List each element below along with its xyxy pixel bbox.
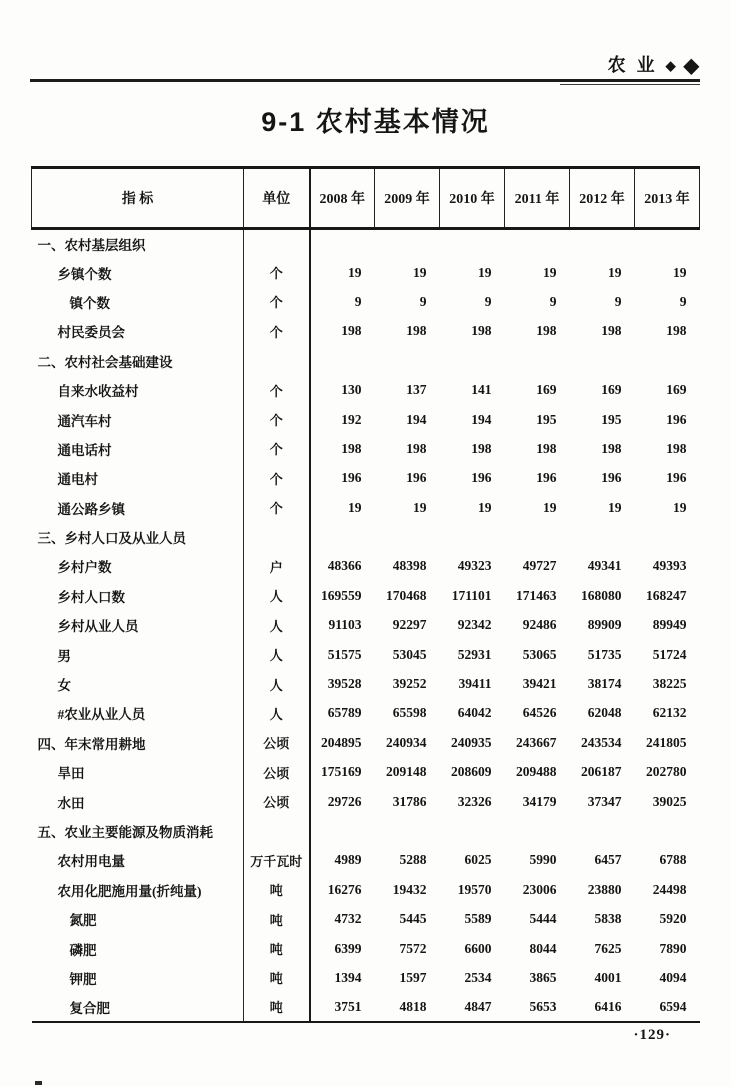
row-value: 34179 <box>522 793 557 809</box>
table-row <box>32 816 700 845</box>
row-value: 29726 <box>327 793 362 809</box>
table-row <box>32 846 700 875</box>
row-value: 241805 <box>646 734 687 750</box>
row-value: 49393 <box>652 558 687 574</box>
row-unit: 万千瓦时 <box>244 846 310 875</box>
row-value: 23880 <box>587 881 622 897</box>
row-unit: 个 <box>244 375 310 404</box>
row-value: 1597 <box>399 969 427 985</box>
diamond-icon: ◆ <box>683 55 699 77</box>
row-unit: 人 <box>244 640 310 669</box>
scan-artifact <box>35 1081 42 1085</box>
row-unit: 吨 <box>244 993 310 1022</box>
row-value: 198 <box>536 323 557 339</box>
row-value: 19 <box>348 499 362 515</box>
row-value: 196 <box>536 470 557 486</box>
row-label: 通电村 <box>32 464 244 493</box>
row-value: 4818 <box>399 998 427 1014</box>
header-rule-shadow <box>560 84 700 85</box>
row-value <box>570 229 635 258</box>
column-header-unit: 单位 <box>244 168 310 229</box>
row-label: 乡村从业人员 <box>32 611 244 640</box>
row-value: 9 <box>614 293 622 309</box>
row-value: 92297 <box>392 617 427 633</box>
row-value: 198 <box>666 323 687 339</box>
row-value <box>635 229 700 258</box>
table-row <box>32 611 700 640</box>
row-unit: 户 <box>244 552 310 581</box>
row-value: 204895 <box>321 734 362 750</box>
row-value: 65598 <box>392 705 427 721</box>
row-value: 170468 <box>386 587 427 603</box>
row-value: 39411 <box>458 676 492 692</box>
row-value: 19 <box>543 499 557 515</box>
row-unit: 个 <box>244 405 310 434</box>
row-value: 169 <box>601 382 622 398</box>
row-value: 192 <box>341 411 362 427</box>
row-value <box>440 522 505 551</box>
row-value: 62132 <box>652 705 687 721</box>
row-value <box>375 346 440 375</box>
row-value: 5589 <box>464 911 492 927</box>
row-value: 168247 <box>646 587 687 603</box>
row-value: 51575 <box>327 646 362 662</box>
table-row <box>32 346 700 375</box>
row-label: 村民委员会 <box>32 317 244 346</box>
row-value: 48398 <box>392 558 427 574</box>
table-row <box>32 493 700 522</box>
row-label: 镇个数 <box>32 287 244 316</box>
row-label: 乡镇个数 <box>32 258 244 287</box>
row-unit: 个 <box>244 317 310 346</box>
row-value: 6416 <box>594 998 622 1014</box>
row-value <box>505 346 570 375</box>
column-header-2010: 2010 年 <box>440 168 505 229</box>
table-row <box>32 405 700 434</box>
row-unit: 个 <box>244 493 310 522</box>
row-value: 6788 <box>659 852 687 868</box>
row-unit: 个 <box>244 287 310 316</box>
row-value: 6600 <box>464 940 492 956</box>
row-value: 169 <box>536 382 557 398</box>
row-value: 16276 <box>327 881 362 897</box>
table-row <box>32 522 700 551</box>
row-value: 64042 <box>457 705 492 721</box>
row-label: 二、农村社会基础建设 <box>32 346 244 375</box>
row-value <box>635 816 700 845</box>
row-value: 5990 <box>529 852 557 868</box>
row-unit: 公顷 <box>244 728 310 757</box>
row-unit <box>244 229 310 258</box>
table-row <box>32 699 700 728</box>
row-value: 9 <box>419 293 427 309</box>
row-value: 196 <box>666 470 687 486</box>
row-value: 198 <box>471 323 492 339</box>
row-value: 4732 <box>334 911 362 927</box>
row-value: 6594 <box>659 998 687 1014</box>
row-value: 6025 <box>464 852 492 868</box>
row-label: 农村用电量 <box>32 846 244 875</box>
table-row <box>32 287 700 316</box>
row-value <box>310 522 375 551</box>
row-value: 64526 <box>522 705 557 721</box>
row-value <box>570 816 635 845</box>
row-value: 198 <box>341 440 362 456</box>
row-value: 4847 <box>464 998 492 1014</box>
row-value: 195 <box>601 411 622 427</box>
row-value: 240935 <box>451 734 492 750</box>
row-value: 208609 <box>451 764 492 780</box>
table-row <box>32 581 700 610</box>
table-row <box>32 258 700 287</box>
row-value <box>505 522 570 551</box>
row-value: 5445 <box>399 911 427 927</box>
row-value: 5653 <box>529 998 557 1014</box>
row-unit: 公顷 <box>244 758 310 787</box>
table-row <box>32 787 700 816</box>
table-row <box>32 229 700 258</box>
row-value: 48366 <box>327 558 362 574</box>
row-value: 1394 <box>334 969 362 985</box>
row-value: 53045 <box>392 646 427 662</box>
row-label: 一、农村基层组织 <box>32 229 244 258</box>
row-value: 38225 <box>652 676 687 692</box>
row-value: 130 <box>341 382 362 398</box>
row-value: 171463 <box>516 587 557 603</box>
row-value: 196 <box>471 470 492 486</box>
row-label: 旱田 <box>32 758 244 787</box>
table-row <box>32 669 700 698</box>
row-value <box>635 522 700 551</box>
row-label: 复合肥 <box>32 993 244 1022</box>
table-row <box>32 317 700 346</box>
row-value: 38174 <box>587 676 622 692</box>
row-value: 169 <box>666 382 687 398</box>
table-row <box>32 728 700 757</box>
row-unit <box>244 816 310 845</box>
row-value: 196 <box>406 470 427 486</box>
row-value: 19 <box>348 264 362 280</box>
table-row <box>32 640 700 669</box>
table-row <box>32 934 700 963</box>
row-value: 23006 <box>522 881 557 897</box>
table-row <box>32 464 700 493</box>
row-value: 137 <box>406 382 427 398</box>
row-value: 168080 <box>581 587 622 603</box>
row-value: 31786 <box>392 793 427 809</box>
row-value: 8044 <box>529 940 557 956</box>
row-value <box>440 816 505 845</box>
row-value <box>310 229 375 258</box>
row-value: 4094 <box>659 969 687 985</box>
table-row <box>32 993 700 1022</box>
row-value: 19570 <box>457 881 492 897</box>
row-unit: 个 <box>244 464 310 493</box>
row-value: 39025 <box>652 793 687 809</box>
row-unit: 公顷 <box>244 787 310 816</box>
row-value: 3865 <box>529 969 557 985</box>
row-value <box>375 229 440 258</box>
row-unit: 吨 <box>244 963 310 992</box>
row-value: 4001 <box>594 969 622 985</box>
row-value: 19 <box>673 499 687 515</box>
row-value: 169559 <box>321 587 362 603</box>
row-unit <box>244 346 310 375</box>
row-value: 9 <box>354 293 362 309</box>
row-value: 19 <box>413 264 427 280</box>
row-value: 243667 <box>516 734 557 750</box>
row-unit: 人 <box>244 581 310 610</box>
row-value: 19 <box>608 264 622 280</box>
row-value <box>310 816 375 845</box>
row-value: 19 <box>673 264 687 280</box>
row-value: 65789 <box>327 705 362 721</box>
row-value: 37347 <box>587 793 622 809</box>
row-value: 141 <box>471 382 492 398</box>
row-unit: 人 <box>244 611 310 640</box>
row-value: 209148 <box>386 764 427 780</box>
row-value <box>440 229 505 258</box>
row-value: 6457 <box>594 852 622 868</box>
table-row <box>32 434 700 463</box>
diamond-icon: ◆ <box>665 58 676 73</box>
row-label: 通汽车村 <box>32 405 244 434</box>
row-value: 91103 <box>328 617 362 633</box>
row-value: 49323 <box>457 558 492 574</box>
row-value: 19 <box>478 499 492 515</box>
row-value: 198 <box>536 440 557 456</box>
header-rule <box>30 79 700 82</box>
row-value <box>505 816 570 845</box>
row-value: 3751 <box>334 998 362 1014</box>
row-value: 175169 <box>321 764 362 780</box>
row-label: 乡村户数 <box>32 552 244 581</box>
row-value <box>635 346 700 375</box>
row-value: 9 <box>549 293 557 309</box>
row-value <box>440 346 505 375</box>
row-label: 氮肥 <box>32 904 244 933</box>
row-value <box>505 229 570 258</box>
row-label: 磷肥 <box>32 934 244 963</box>
column-header-indicator: 指 标 <box>32 168 244 229</box>
row-value: 4989 <box>334 852 362 868</box>
row-unit: 吨 <box>244 934 310 963</box>
row-label: 钾肥 <box>32 963 244 992</box>
row-unit: 人 <box>244 669 310 698</box>
row-value: 53065 <box>522 646 557 662</box>
row-value: 92486 <box>522 617 557 633</box>
row-value: 7572 <box>399 940 427 956</box>
row-label: 男 <box>32 640 244 669</box>
row-value: 196 <box>341 470 362 486</box>
row-value: 198 <box>406 323 427 339</box>
row-value: 198 <box>406 440 427 456</box>
row-value <box>570 346 635 375</box>
row-label: 五、农业主要能源及物质消耗 <box>32 816 244 845</box>
table-row <box>32 904 700 933</box>
row-label: 农用化肥施用量(折纯量) <box>32 875 244 904</box>
row-value: 198 <box>601 440 622 456</box>
table-header-row <box>32 168 700 229</box>
row-value <box>375 816 440 845</box>
page-title: 9-1 农村基本情况 <box>261 107 490 137</box>
row-value: 89949 <box>652 617 687 633</box>
row-value: 19 <box>608 499 622 515</box>
table-row <box>32 875 700 904</box>
table-header <box>32 168 700 229</box>
row-value: 198 <box>341 323 362 339</box>
row-value: 6399 <box>334 940 362 956</box>
table-row <box>32 963 700 992</box>
row-value: 195 <box>536 411 557 427</box>
row-value: 9 <box>484 293 492 309</box>
row-label: 通电话村 <box>32 434 244 463</box>
row-label: 三、乡村人口及从业人员 <box>32 522 244 551</box>
row-unit: 个 <box>244 434 310 463</box>
row-value: 5838 <box>594 911 622 927</box>
row-value: 243534 <box>581 734 622 750</box>
row-value: 49727 <box>522 558 557 574</box>
row-value: 206187 <box>581 764 622 780</box>
row-value: 198 <box>471 440 492 456</box>
row-value <box>375 522 440 551</box>
row-label: 水田 <box>32 787 244 816</box>
row-label: 女 <box>32 669 244 698</box>
row-value: 194 <box>406 411 427 427</box>
row-value <box>310 346 375 375</box>
row-label: 乡村人口数 <box>32 581 244 610</box>
page-number: ·129· <box>633 1027 671 1043</box>
row-value <box>570 522 635 551</box>
row-label: 四、年末常用耕地 <box>32 728 244 757</box>
row-unit: 吨 <box>244 904 310 933</box>
row-value: 52931 <box>457 646 492 662</box>
row-value: 240934 <box>386 734 427 750</box>
row-unit: 个 <box>244 258 310 287</box>
row-value: 2534 <box>464 969 492 985</box>
table-row <box>32 758 700 787</box>
row-label: 自来水收益村 <box>32 375 244 404</box>
row-label: 通公路乡镇 <box>32 493 244 522</box>
column-header-2008: 2008 年 <box>310 168 375 229</box>
masthead-section-label: 农 业 <box>607 55 658 75</box>
masthead <box>608 51 699 78</box>
row-unit <box>244 522 310 551</box>
row-value: 171101 <box>451 587 492 603</box>
row-value: 194 <box>471 411 492 427</box>
row-value: 196 <box>666 411 687 427</box>
row-value: 209488 <box>516 764 557 780</box>
table-row <box>32 375 700 404</box>
row-value: 202780 <box>646 764 687 780</box>
row-value: 9 <box>679 293 687 309</box>
column-header-2013: 2013 年 <box>635 168 700 229</box>
row-value: 5920 <box>659 911 687 927</box>
row-value: 92342 <box>457 617 492 633</box>
row-value: 19 <box>478 264 492 280</box>
row-value: 32326 <box>457 793 492 809</box>
row-unit: 吨 <box>244 875 310 904</box>
row-value: 5444 <box>529 911 557 927</box>
row-value: 49341 <box>587 558 622 574</box>
column-header-2011: 2011 年 <box>505 168 570 229</box>
row-value: 7625 <box>594 940 622 956</box>
row-value: 198 <box>601 323 622 339</box>
column-header-2009: 2009 年 <box>375 168 440 229</box>
column-header-2012: 2012 年 <box>570 168 635 229</box>
row-value: 7890 <box>659 940 687 956</box>
row-value: 39421 <box>522 676 557 692</box>
row-value: 19432 <box>392 881 427 897</box>
row-value: 24498 <box>652 881 687 897</box>
row-value: 198 <box>666 440 687 456</box>
row-value: 51724 <box>652 646 687 662</box>
row-value: 39252 <box>392 676 427 692</box>
row-value: 19 <box>543 264 557 280</box>
row-value: 89909 <box>587 617 622 633</box>
row-value: 5288 <box>399 852 427 868</box>
table-row <box>32 552 700 581</box>
row-value: 51735 <box>587 646 622 662</box>
row-value: 19 <box>413 499 427 515</box>
row-value: 196 <box>601 470 622 486</box>
row-label: #农业从业人员 <box>32 699 244 728</box>
row-value: 39528 <box>327 676 362 692</box>
rural-basic-statistics-table <box>31 166 700 1023</box>
row-unit: 人 <box>244 699 310 728</box>
row-value: 62048 <box>587 705 622 721</box>
table-body <box>32 229 700 1023</box>
